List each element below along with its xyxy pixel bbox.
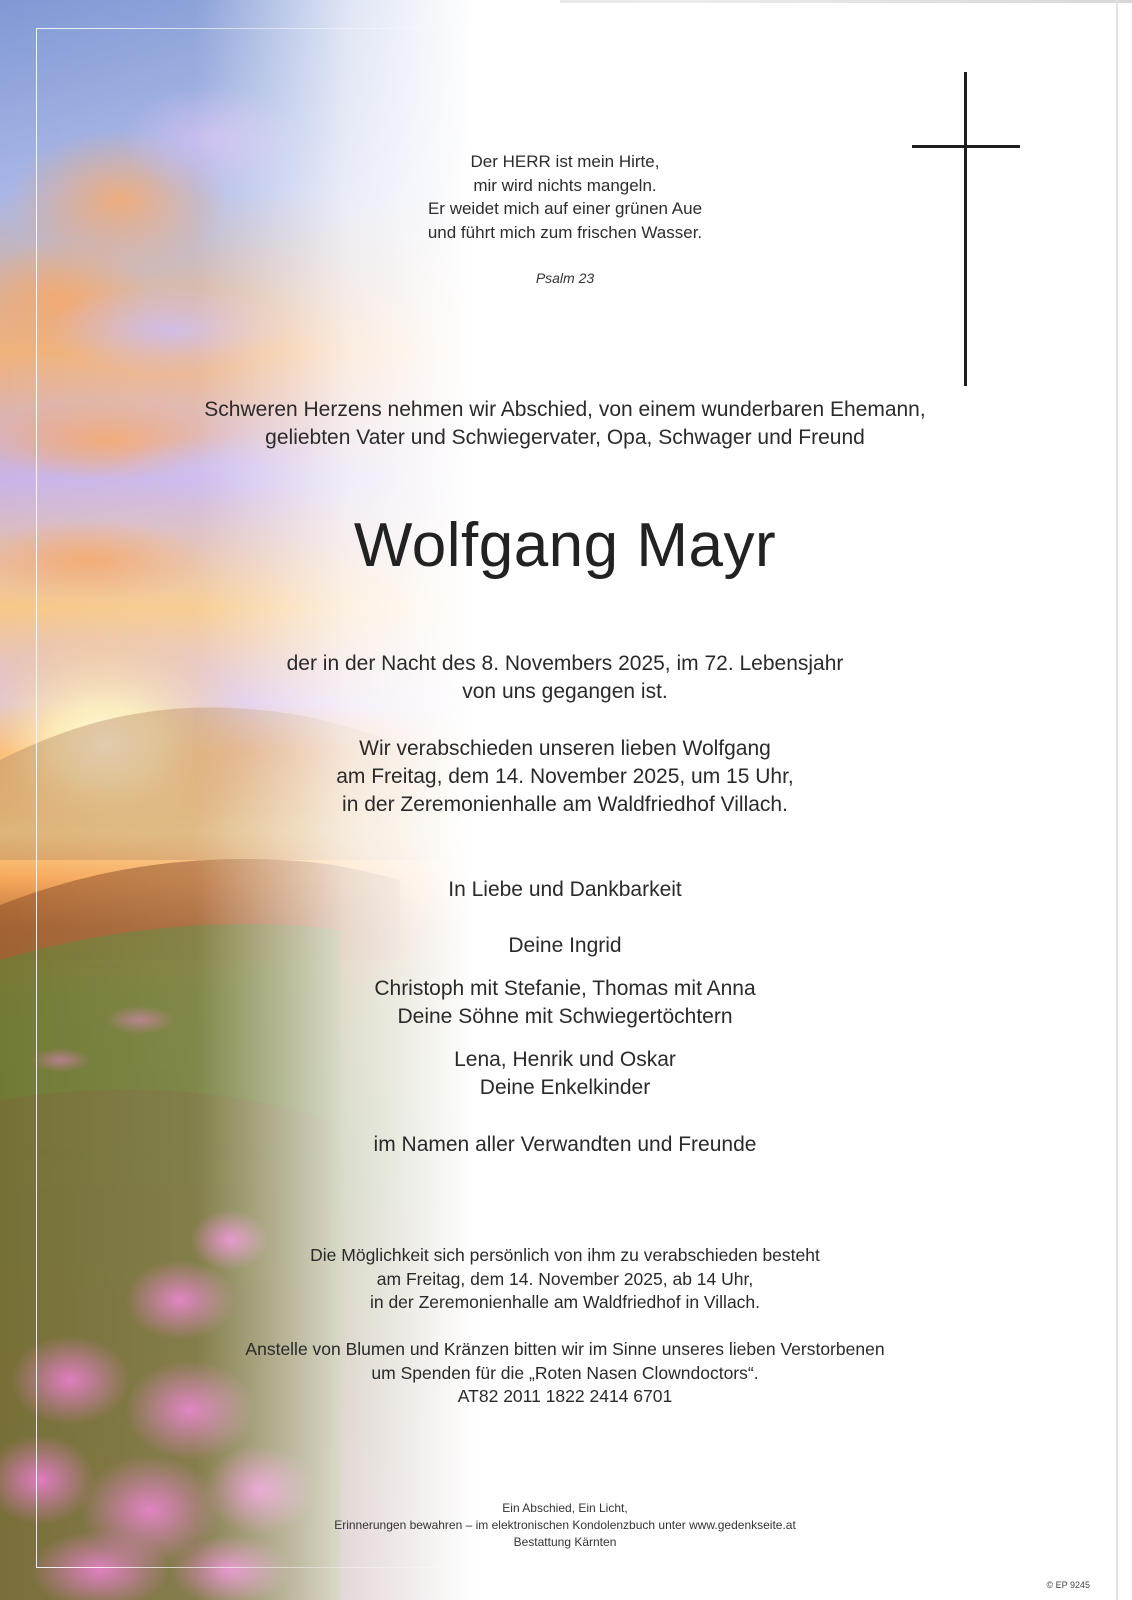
psalm-line: Der HERR ist mein Hirte, <box>470 152 660 171</box>
death-notice-line: der in der Nacht des 8. Novembers 2025, im 72. Lebensjahr <box>286 652 844 675</box>
cross-horizontal-bar <box>912 145 1020 148</box>
template-code: © EP 9245 <box>1046 1580 1090 1590</box>
service-line: am Freitag, dem 14. November 2025, um 15 Uhr, <box>336 765 794 788</box>
footer-line: Erinnerungen bewahren – im elektronischen Kondolenzbuch unter www.gedenkseite.at <box>334 1518 796 1532</box>
footer-note <box>200 1500 930 1551</box>
funeral-service <box>200 735 930 819</box>
scan-edge-right <box>1116 0 1118 1600</box>
children-role: Deine Söhne mit Schwiegertöchtern <box>397 1005 733 1028</box>
donation-line: um Spenden für die „Roten Nasen Clowndoctors“. <box>371 1362 759 1383</box>
mourner-relatives: im Namen aller Verwandten und Freunde <box>373 1133 757 1156</box>
intro-line: Schweren Herzens nehmen wir Abschied, von einem wunderbaren Ehemann, <box>204 398 926 421</box>
mourner-grandchildren <box>200 1046 930 1102</box>
frame-bottom-line <box>36 1567 556 1568</box>
service-line: Wir verabschieden unseren lieben Wolfgang <box>359 737 771 760</box>
mourner-children <box>200 975 930 1031</box>
intro-text <box>200 396 930 452</box>
donation-request <box>200 1338 930 1409</box>
cross-vertical-bar <box>964 72 967 386</box>
psalm-source: Psalm 23 <box>535 270 595 286</box>
viewing-line: in der Zeremonienhalle am Waldfriedhof in Villach. <box>369 1292 761 1312</box>
donation-line: Anstelle von Blumen und Kränzen bitten wir im Sinne unseres lieben Verstorbenen <box>245 1339 885 1359</box>
service-line: in der Zeremonienhalle am Waldfriedhof Villach. <box>342 793 788 816</box>
closing-greeting: In Liebe und Dankbarkeit <box>448 878 682 901</box>
deceased-name: Wolfgang Mayr <box>353 511 777 580</box>
grandchildren-role: Deine Enkelkinder <box>479 1076 651 1099</box>
viewing-line: Die Möglichkeit sich persönlich von ihm zu verabschieden besteht <box>310 1245 820 1265</box>
psalm-line: und führt mich zum frischen Wasser. <box>427 222 703 242</box>
mourner-spouse: Deine Ingrid <box>508 934 622 957</box>
frame-top-line <box>36 28 556 29</box>
footer-line: Bestattung Kärnten <box>513 1535 617 1549</box>
psalm-line: Er weidet mich auf einer grünen Aue <box>427 199 703 218</box>
intro-line: geliebten Vater und Schwiegervater, Opa, Schwager und Freund <box>265 426 865 449</box>
footer-line: Ein Abschied, Ein Licht, <box>502 1501 628 1515</box>
viewing-info <box>200 1244 930 1315</box>
viewing-line: am Freitag, dem 14. November 2025, ab 14 Uhr, <box>376 1268 754 1289</box>
grandchildren-names: Lena, Henrik und Oskar <box>454 1048 676 1071</box>
donation-iban: AT82 2011 1822 2414 6701 <box>457 1386 673 1406</box>
psalm-line: mir wird nichts mangeln. <box>473 175 657 195</box>
children-names: Christoph mit Stefanie, Thomas mit Anna <box>374 977 756 1000</box>
frame-left-line <box>36 28 37 1568</box>
psalm-quote <box>200 150 930 244</box>
death-notice-line: von uns gegangen ist. <box>462 680 668 703</box>
death-notice <box>200 650 930 706</box>
